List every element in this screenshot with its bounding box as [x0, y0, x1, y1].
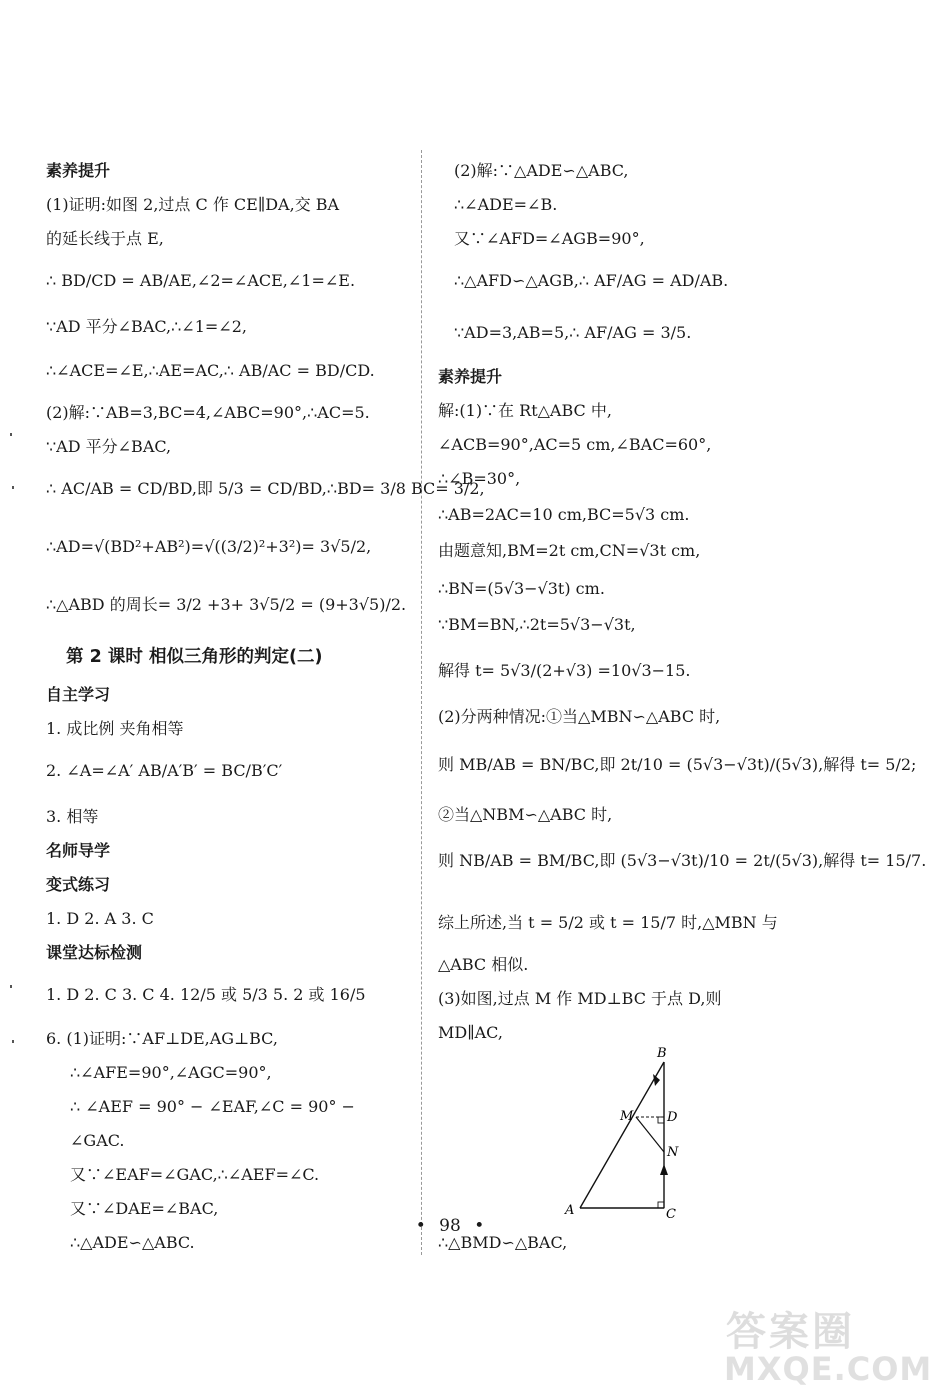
footer-bullet-right: •: [474, 1216, 485, 1236]
left-text-line: 第 2 课时 相似三角形的判定(二): [66, 647, 323, 667]
left-text-line: ∴ ∠AEF = 90° − ∠EAF,∠C = 90° −: [70, 1097, 355, 1116]
left-text-line: ∵AD 平分∠BAC,∴∠1=∠2,: [46, 317, 247, 336]
scan-mark: [10, 985, 12, 988]
right-text-line: ∴∠B=30°,: [438, 469, 521, 488]
segment-ab: [580, 1062, 664, 1208]
left-text-line: 素养提升: [46, 161, 111, 180]
watermark-cn: 答案圈: [726, 1309, 855, 1355]
column-divider: [421, 150, 422, 1255]
right-text-line: MD∥AC,: [438, 1023, 503, 1042]
left-text-line: 1. D 2. A 3. C: [46, 909, 154, 928]
left-text-line: ∴△ADE∽△ABC.: [70, 1233, 195, 1252]
label-c: C: [666, 1207, 676, 1222]
right-angle-d: [658, 1117, 664, 1123]
label-d: D: [667, 1110, 678, 1125]
left-text-line: 2. ∠A=∠A′ AB/A′B′ = BC/B′C′: [46, 761, 283, 780]
right-text-line: (2)解:∵△ADE∽△ABC,: [454, 161, 629, 180]
left-text-line: 课堂达标检测: [46, 943, 143, 962]
right-text-line: ∵BM=BN,∴2t=5√3−√3t,: [438, 615, 636, 634]
right-text-line: ∴△AFD∽△AGB,∴ AF/AG = AD/AB.: [454, 271, 729, 290]
left-text-line: ∴ BD/CD = AB/AE,∠2=∠ACE,∠1=∠E.: [46, 271, 356, 290]
left-text-line: ∴AD=√(BD²+AB²)=√((3/2)²+3²)= 3√5/2,: [46, 537, 372, 556]
left-text-line: 3. 相等: [46, 807, 99, 826]
label-a: A: [565, 1203, 575, 1218]
watermark-logo: [722, 1300, 932, 1388]
page-footer: [0, 1216, 900, 1236]
label-m: M: [620, 1109, 634, 1124]
arrow-on-cb: [660, 1164, 668, 1175]
watermark-en: MXQE.COM: [724, 1350, 932, 1388]
right-text-line: ∠ACB=90°,AC=5 cm,∠BAC=60°,: [438, 435, 712, 454]
left-text-line: ∴△ABD 的周长= 3/2 +3+ 3√5/2 = (9+3√5)/2.: [46, 595, 407, 614]
left-text-line: 的延长线于点 E,: [46, 229, 164, 248]
left-text-line: 1. D 2. C 3. C 4. 12/5 或 5/3 5. 2 或 16/5: [46, 985, 366, 1004]
right-text-line: (3)如图,过点 M 作 MD⊥BC 于点 D,则: [438, 989, 722, 1008]
left-text-line: (1)证明:如图 2,过点 C 作 CE∥DA,交 BA: [46, 195, 340, 214]
right-text-line: ②当△NBM∽△ABC 时,: [438, 805, 613, 824]
right-text-line: 素养提升: [438, 367, 503, 386]
right-text-line: 则 NB/AB = BM/BC,即 (5√3−√3t)/10 = 2t/(5√3),解得 t= 15/7.: [438, 851, 927, 870]
right-text-line: ∴AB=2AC=10 cm,BC=5√3 cm.: [438, 505, 690, 524]
left-text-line: 又∵∠EAF=∠GAC,∴∠AEF=∠C.: [70, 1165, 320, 1184]
label-b: B: [657, 1046, 667, 1061]
left-text-line: 变式练习: [46, 875, 111, 894]
right-text-line: 解得 t= 5√3/(2+√3) =10√3−15.: [438, 661, 691, 680]
right-text-line: ∴△BMD∽△BAC,: [438, 1233, 568, 1252]
triangle-figure: [560, 1048, 690, 1220]
right-text-line: (2)分两种情况:①当△MBN∽△ABC 时,: [438, 707, 721, 726]
left-text-line: 自主学习: [46, 685, 111, 704]
scan-mark: [12, 1040, 14, 1043]
left-text-line: (2)解:∵AB=3,BC=4,∠ABC=90°,∴AC=5.: [46, 403, 370, 422]
left-text-line: ∴∠AFE=90°,∠AGC=90°,: [70, 1063, 272, 1082]
right-text-line: ∴∠ADE=∠B.: [454, 195, 558, 214]
footer-bullet-left: •: [415, 1216, 426, 1236]
left-text-line: 6. (1)证明:∵AF⊥DE,AG⊥BC,: [46, 1029, 278, 1048]
right-text-line: ∵AD=3,AB=5,∴ AF/AG = 3/5.: [454, 323, 692, 342]
segment-mn: [636, 1117, 664, 1152]
right-text-line: 则 MB/AB = BN/BC,即 2t/10 = (5√3−√3t)/(5√3),解得 t= 5/2;: [438, 755, 917, 774]
right-text-line: ∴BN=(5√3−√3t) cm.: [438, 579, 605, 598]
left-text-line: ∵AD 平分∠BAC,: [46, 437, 172, 456]
scan-mark: [12, 486, 14, 489]
right-text-line: 解:(1)∵在 Rt△ABC 中,: [438, 401, 612, 420]
left-text-line: ∠GAC.: [70, 1131, 125, 1150]
right-text-line: 综上所述,当 t = 5/2 或 t = 15/7 时,△MBN 与: [438, 913, 778, 932]
right-text-line: 又∵∠AFD=∠AGB=90°,: [454, 229, 645, 248]
left-text-line: ∴∠ACE=∠E,∴AE=AC,∴ AB/AC = BD/CD.: [46, 361, 375, 380]
right-angle-c: [658, 1202, 664, 1208]
left-text-line: 1. 成比例 夹角相等: [46, 719, 184, 738]
label-n: N: [667, 1145, 679, 1160]
left-text-line: 又∵∠DAE=∠BAC,: [70, 1199, 219, 1218]
left-text-line: ∴ AC/AB = CD/BD,即 5/3 = CD/BD,∴BD= 3/8 BC= 3/2,: [46, 479, 485, 498]
right-text-line: 由题意知,BM=2t cm,CN=√3t cm,: [438, 541, 701, 560]
left-text-line: 名师导学: [46, 841, 111, 860]
right-text-line: △ABC 相似.: [438, 955, 529, 974]
page-number: 98: [439, 1216, 461, 1236]
scan-mark: [10, 433, 12, 436]
